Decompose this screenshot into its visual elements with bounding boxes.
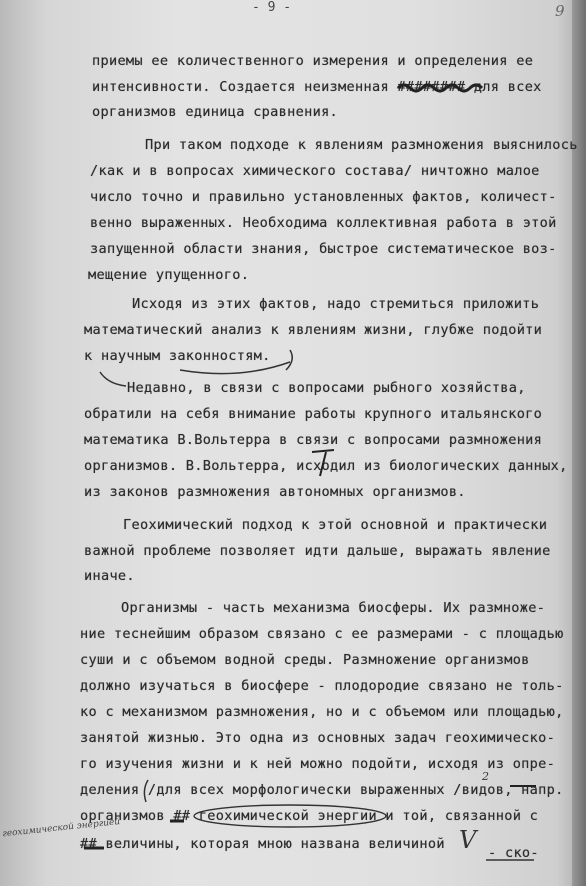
text-line: иначе. (84, 568, 135, 584)
overstrike-mark (312, 450, 334, 476)
text-line: математика В.Вольтерра в связи с вопросами размножения (84, 432, 543, 448)
text-line: Организмы - часть механизма биосферы. Их размноже- (121, 600, 546, 616)
text-line: запущенной области знания, быстрое систематическое воз- (90, 241, 557, 257)
text-line: к научным законностям. (84, 348, 271, 364)
text-line: - ско- (488, 845, 539, 861)
text-line: ко с механизмом размножения, но и с объемом или площадью, (80, 704, 564, 720)
bracket-stroke (144, 780, 148, 802)
superscript-mark: 2 (482, 770, 489, 783)
page-number: - 9 - (252, 0, 292, 15)
text-line: математический анализ к явлениям жизни, глубже подойти (84, 322, 543, 338)
text-line: организмов. В.Вольтерра, исходил из биологических данных, (84, 458, 568, 474)
text-line: деления /для всех морфологически выраженных /видов, напр. (80, 782, 564, 798)
text-line: го изучения жизни и к ней можно подойти, исходя из опре- (80, 756, 556, 772)
text-line: суши и с объемом водной среды. Размножение организмов (80, 652, 530, 668)
text-line: Недавно, в связи с вопросами рыбного хозяйства, (127, 380, 526, 396)
handwritten-symbol: V (459, 826, 477, 854)
text-line: приемы ее количественного измерения и определения ее (92, 53, 534, 69)
text-line: ние теснейшим образом связано с ее размерами - с площадью (80, 626, 564, 642)
text-line: мещение упущенного. (88, 267, 250, 283)
scribble-strike (398, 85, 482, 91)
text-line: должно изучаться в биосфере - плодородие связано не толь- (80, 678, 564, 694)
text-line: из законов размножения автономных организмов. (84, 484, 466, 500)
text-line: важной проблеме позволяет идти дальше, выражать явление (84, 543, 551, 559)
text-line: При таком подходе к явлениям размножения выяснилось (145, 137, 578, 153)
text-line: занятой жизнью. Это одна из основных задач геохимическо- (80, 730, 556, 746)
underline-stroke (180, 362, 290, 374)
text-line: Геохимический подход к этой основной и практически (123, 517, 548, 533)
circle-annotation (194, 805, 386, 827)
text-line: /как и в вопросах химического состава/ ничтожно малое (90, 163, 540, 179)
handwritten-margin-note: геохимической энергией (1, 817, 121, 840)
text-line: ## величины, которая мною названа величиной (80, 836, 445, 852)
bracket-stroke (286, 350, 292, 370)
text-line: организмов ## геохимической энергии и той, связанной с (80, 808, 539, 824)
text-line: Исходя из этих фактов, надо стремиться приложить (132, 296, 540, 312)
text-line: венно выраженных. Необходима коллективная работа в этой (90, 215, 557, 231)
corner-page-mark: 9 (555, 2, 565, 20)
insertion-mark (100, 372, 126, 386)
text-line: организмов единица сравнения. (92, 104, 339, 120)
text-line: интенсивности. Создается неизменная ######## для всех (92, 79, 542, 95)
text-line: обратили на себя внимание работы крупного итальянского (84, 406, 543, 422)
text-line: число точно и правильно установленных фактов, количест- (90, 189, 557, 205)
